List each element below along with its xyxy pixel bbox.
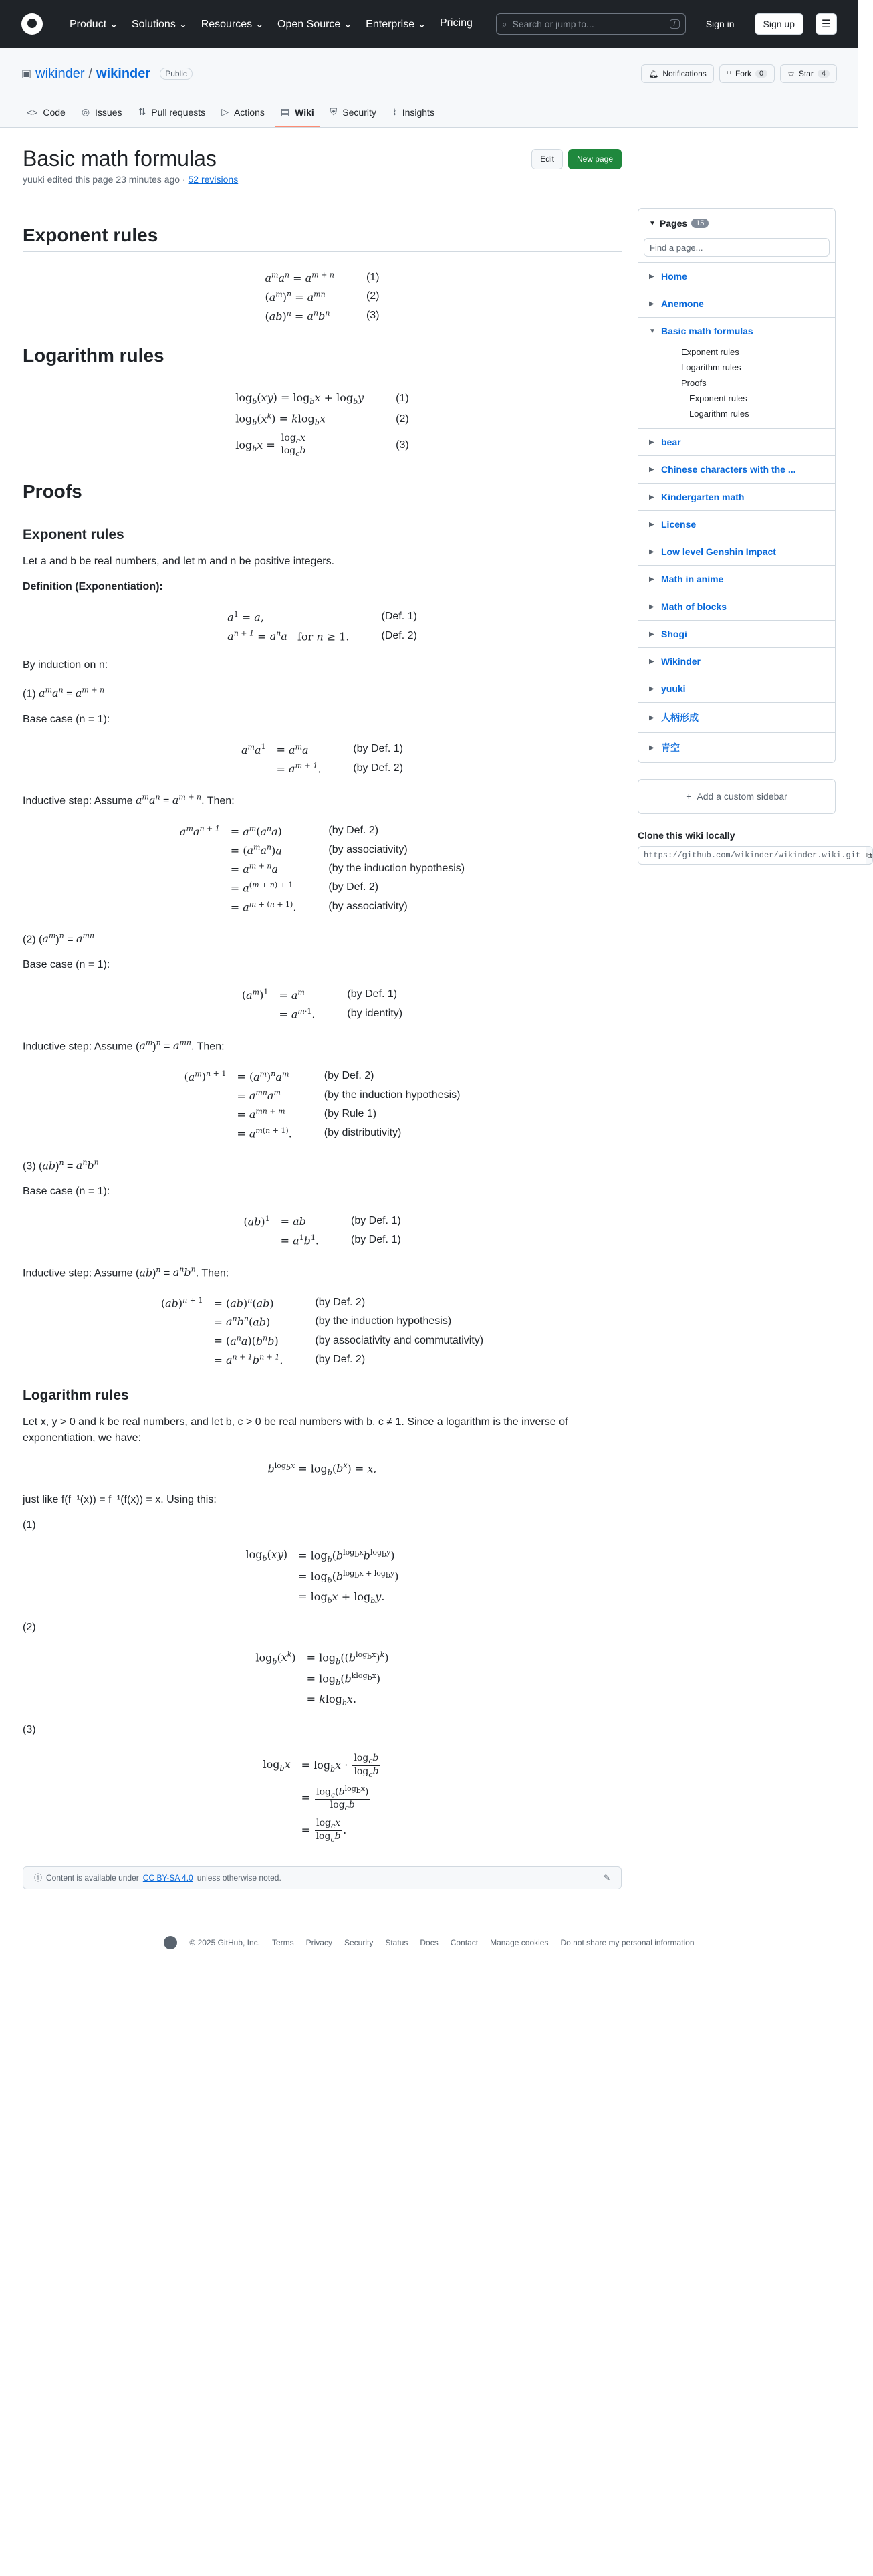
notifications-button[interactable]: 🔔︎ Notifications xyxy=(641,64,714,83)
sidebar-subitems xyxy=(638,344,835,428)
graph-icon: ⌇ xyxy=(392,106,397,117)
footer-link[interactable]: Security xyxy=(344,1937,374,1947)
sign-in-button[interactable]: Sign in xyxy=(705,19,735,29)
issue-icon: ◎ xyxy=(81,106,90,117)
license-link[interactable]: CC BY-SA 4.0 xyxy=(142,1872,193,1883)
add-custom-sidebar-button[interactable]: + Add a custom sidebar xyxy=(638,779,836,814)
sidebar-item-shogi[interactable]: ▶ Shogi xyxy=(638,620,835,647)
heading-proofs: Proofs xyxy=(23,481,622,508)
nav-open-source[interactable]: Open Source ⌄ xyxy=(277,19,353,30)
definition-label: Definition (Exponentiation): xyxy=(23,581,163,593)
sidebar-item-anemone[interactable]: ▶ Anemone xyxy=(638,290,835,317)
log-proof3-label: (3) xyxy=(23,1724,36,1736)
sidebar-subitem[interactable]: Exponent rules xyxy=(689,393,747,403)
repo-name-link[interactable]: wikinder xyxy=(96,66,151,81)
sidebar-item-aozora[interactable]: ▶ 青空 xyxy=(638,732,835,762)
footer-link[interactable]: Terms xyxy=(271,1937,294,1947)
footer-copyright: © 2025 GitHub, Inc. xyxy=(189,1937,260,1947)
copy-icon[interactable]: ⧉ xyxy=(866,846,873,865)
math-proof3-base: (ab)$^1$ = ab (by Def. 1) = $a^1b^1$. (by Def. 1) xyxy=(243,1214,401,1247)
tab-insights[interactable]: ⌇ Insights xyxy=(392,106,434,118)
footer-link[interactable]: Do not share my personal information xyxy=(560,1937,695,1947)
heading-proof-logarithm-rules: Logarithm rules xyxy=(23,1388,129,1404)
math-logarithm-rules: $\log_b(xy) = \log_bx + \log_by$ (1) $\log_b(x^k) = klog_bx$ (2) $\log_bx$ = $\frac{\log_cx}{\log_cb}$ (3) xyxy=(235,391,409,459)
pages-header[interactable]: ▼ Pages 15 xyxy=(638,209,835,238)
chevron-right-icon: ▶ xyxy=(649,272,654,280)
chevron-right-icon: ▶ xyxy=(649,520,654,528)
chevron-right-icon: ▶ xyxy=(649,300,654,308)
sign-up-button[interactable]: Sign up xyxy=(755,13,803,35)
tab-security[interactable]: ⛨ Security xyxy=(330,106,376,118)
fork-count: 0 xyxy=(755,70,767,78)
chevron-right-icon: ▶ xyxy=(649,685,654,693)
base-case-text: Base case (n = 1): xyxy=(23,959,110,971)
sidebar-subitem[interactable]: Proofs xyxy=(681,378,707,388)
tab-issues[interactable]: ◎ Issues xyxy=(81,106,122,118)
math-definition: $a^1 = a$, (Def. 1) $a^{n + 1} = a^na$ for n ≥ 1. (Def. 2) xyxy=(227,610,417,643)
site-footer xyxy=(0,1929,858,1956)
math-proof1-base: $a^ma^1$ = $a^ma$ (by Def. 1) = $a^{m + 1}$. (by Def. 2) xyxy=(241,742,403,775)
license-footer: ⓘ Content is available under CC BY-SA 4.0 unless otherwise noted. ✎ xyxy=(23,1866,622,1889)
repo-header xyxy=(0,48,858,128)
footer-link[interactable]: Contact xyxy=(450,1937,479,1947)
math-log-proof2: $\log_b(x^k)$ = $\log_b((b^{log_bx})^k)$ = $\log_b(b^{klog_bx})$ = klog$_b$x. xyxy=(255,1650,389,1708)
math-exponent-rules: $a^ma^n = a^{m + n}$ (1) $(a^m)^n = a^{mn}$ (2) $(ab)^n = a^nb^n$ (3) xyxy=(265,271,380,322)
sidebar-item-basic-math-formulas[interactable]: ▼ Basic math formulas xyxy=(638,317,835,344)
plus-icon: + xyxy=(686,791,692,802)
exp-intro-text: Let a and b be real numbers, and let m and n be positive integers. xyxy=(23,556,335,568)
sidebar-subitem[interactable]: Exponent rules xyxy=(681,347,739,357)
math-proof2-base: $(a^m)^1$ = $a^m$ (by Def. 1) = $a^{m\cdot 1}$. (by identity) xyxy=(241,988,403,1021)
chevron-right-icon: ▶ xyxy=(649,575,654,583)
pr-icon: ⇅ xyxy=(138,106,146,117)
sidebar-item-math-of-blocks[interactable]: ▶ Math of blocks xyxy=(638,593,835,620)
play-icon: ▷ xyxy=(221,106,229,117)
footer-link[interactable]: Status xyxy=(385,1937,408,1947)
shield-icon: ⛨ xyxy=(330,106,338,117)
proof2-label: (2) $(a^m)^n = a^{mn}$ xyxy=(23,931,95,946)
code-icon: <> xyxy=(27,107,38,118)
sidebar-item-chinese-characters[interactable]: ▶ Chinese characters with the ... xyxy=(638,455,835,483)
wiki-sidebar xyxy=(638,208,872,1889)
proof3-label: (3) $(ab)^n = a^nb^n$ xyxy=(23,1158,99,1172)
page-meta: yuuki edited this page 23 minutes ago · 52 revisions xyxy=(23,174,239,185)
sidebar-item-kindergarten-math[interactable]: ▶ Kindergarten math xyxy=(638,483,835,510)
star-count: 4 xyxy=(818,70,830,78)
log-proof1-label: (1) xyxy=(23,1519,36,1531)
chevron-right-icon: ▶ xyxy=(649,493,654,501)
new-page-button[interactable]: New page xyxy=(568,149,622,169)
sidebar-item-personality[interactable]: ▶ 人柄形成 xyxy=(638,702,835,732)
chevron-right-icon: ▶ xyxy=(649,603,654,611)
math-proof2-step: $(a^m)^{n + 1}$ = $(a^m)^na^m$ (by Def. 2) = $a^{mn}a^m$ (by the induction hypothesis) = $a^{mn + m}$ (by Rule 1) = $a^{m(n + 1)}$. (by distributivity) xyxy=(184,1069,461,1140)
induction-text: By induction on n: xyxy=(23,659,108,671)
sidebar-item-genshin[interactable]: ▶ Low level Genshin Impact xyxy=(638,538,835,565)
math-log-proof3: $\log_bx$ = $\log_bx$ · $\frac{\log_cb}{\log_cb}$ = $\frac{\log_c(b^{log_bx})}{\log_cb}$ = $\frac{\log_cx}{\log_cb}$ . xyxy=(263,1753,379,1844)
find-page-input[interactable]: Find a page... xyxy=(644,238,830,257)
repo-owner-link[interactable]: wikinder xyxy=(35,66,85,81)
tab-pull-requests[interactable]: ⇅ Pull requests xyxy=(138,106,206,118)
nav-product[interactable]: Product ⌄ xyxy=(70,19,118,30)
chevron-right-icon: ▶ xyxy=(649,630,654,638)
tab-wiki[interactable]: ▤ Wiki xyxy=(275,106,320,127)
chevron-right-icon: ▶ xyxy=(649,438,654,446)
math-proof3-step: (ab)$^{n + 1}$ = (ab)$^n$(ab) (by Def. 2) = $a^nb^n(ab)$ (by the induction hypothesis) = $(a^na)(b^nb)$ (by associativity and commutativity) = $a^{n + 1}b^{n + 1}$. (by Def. 2) xyxy=(160,1295,484,1367)
heading-logarithm-rules: Logarithm rules xyxy=(23,345,622,372)
tab-code[interactable]: <> Code xyxy=(27,107,66,118)
chevron-down-icon: ▼ xyxy=(649,327,656,335)
search-icon: ⌕ xyxy=(501,18,507,29)
bell-icon: 🔔︎ xyxy=(648,69,659,78)
wiki-content xyxy=(23,128,622,1889)
heading-proof-exponent-rules: Exponent rules xyxy=(23,527,124,543)
nav-enterprise[interactable]: Enterprise ⌄ xyxy=(366,19,426,30)
sidebar-item-math-in-anime[interactable]: ▶ Math in anime xyxy=(638,565,835,593)
clone-url-input[interactable]: https://github.com/wikinder/wikinder.wiki.git xyxy=(638,846,866,865)
repo-title: ▣ wikinder / wikinder Public xyxy=(21,66,193,82)
clone-heading: Clone this wiki locally xyxy=(638,830,735,841)
search-shortcut-hint: / xyxy=(670,19,680,29)
nav-solutions[interactable]: Solutions ⌄ xyxy=(132,19,188,30)
sidebar-item-license[interactable]: ▶ License xyxy=(638,510,835,538)
chevron-right-icon: ▶ xyxy=(649,714,654,722)
fork-icon: ⑂ xyxy=(726,69,731,78)
math-log-proof1: $\log_b(xy)$ = $\log_b(b^{log_bx}b^{log_by})$ = $\log_b(b^{log_bx + log_by})$ = $\log_bx + \log_by$. xyxy=(245,1547,399,1605)
proof1-label: (1) $a^ma^n = a^{m + n}$ xyxy=(23,685,105,700)
sidebar-item-bear[interactable]: ▶ bear xyxy=(638,428,835,455)
github-logo-icon[interactable] xyxy=(164,1936,177,1949)
wiki-page xyxy=(0,128,872,1889)
log-intro-text: Let x, y > 0 and k be real numbers, and let b, c > 0 be real numbers with b, c ≠ 1. Since a logarithm is the inverse of exponentiation, we have: xyxy=(23,1416,568,1444)
sidebar-item-home[interactable]: ▶ Home xyxy=(638,262,835,290)
base-case-text: Base case (n = 1): xyxy=(23,714,110,726)
chevron-right-icon: ▶ xyxy=(649,744,654,752)
chevron-right-icon: ▶ xyxy=(649,657,654,665)
visibility-badge: Public xyxy=(160,68,193,80)
page-title: Basic math formulas xyxy=(23,146,217,171)
sidebar-item-yuuki[interactable]: ▶ yuuki xyxy=(638,675,835,702)
star-button[interactable]: ☆ Star 4 xyxy=(780,64,837,83)
inductive-step-text: Inductive step: Assume $a^ma^n = a^{m + n}$. Then: xyxy=(23,792,235,807)
heading-exponent-rules: Exponent rules xyxy=(23,225,622,252)
sidebar-subitem[interactable]: Logarithm rules xyxy=(681,362,741,372)
pencil-icon[interactable]: ✎ xyxy=(603,1872,610,1883)
repo-tabs xyxy=(21,95,837,127)
github-logo-icon[interactable] xyxy=(21,13,43,35)
edit-button[interactable]: Edit xyxy=(531,149,563,169)
chevron-right-icon: ▶ xyxy=(649,465,654,473)
fork-button[interactable]: ⑂ Fork 0 xyxy=(719,64,775,83)
global-header xyxy=(0,0,858,48)
revisions-link[interactable]: 52 revisions xyxy=(188,174,239,185)
sidebar-subitem[interactable]: Logarithm rules xyxy=(689,409,749,419)
menu-icon[interactable]: ☰ xyxy=(816,13,837,35)
repo-icon: ▣ xyxy=(21,68,32,80)
math-proof1-step: $a^ma^{n + 1}$ = $a^m(a^na)$ (by Def. 2) = $(a^ma^n)a$ (by associativity) = $a^{m + n}a$ (by the induction hypothesis) = $a^{(m + n) + 1}$ (by Def. 2) = $a^{m + (n + 1)}$. (by associativity) xyxy=(179,824,465,914)
inductive-step-text: Inductive step: Assume $(a^m)^n = a^{mn}$. Then: xyxy=(23,1038,225,1053)
nav-resources[interactable]: Resources ⌄ xyxy=(201,19,265,30)
info-icon: ⓘ xyxy=(34,1873,43,1883)
nav-pricing[interactable]: Pricing xyxy=(439,17,473,29)
tab-actions[interactable]: ▷ Actions xyxy=(221,106,265,118)
chevron-right-icon: ▶ xyxy=(649,548,654,556)
inductive-step-text: Inductive step: Assume $(ab)^n = a^nb^n$. Then: xyxy=(23,1265,229,1279)
footer-link[interactable]: Docs xyxy=(420,1937,439,1947)
pages-count: 15 xyxy=(691,219,709,228)
star-icon: ☆ xyxy=(787,69,795,78)
just-like-text: just like f(f⁻¹(x)) = f⁻¹(f(x)) = x. Using this: xyxy=(23,1493,217,1505)
sidebar-item-wikinder[interactable]: ▶ Wikinder xyxy=(638,647,835,675)
log-proof2-label: (2) xyxy=(23,1621,36,1633)
footer-link[interactable]: Privacy xyxy=(305,1937,332,1947)
base-case-text: Base case (n = 1): xyxy=(23,1185,110,1197)
search-input[interactable]: ⌕ Search or jump to... / xyxy=(496,13,686,35)
footer-link[interactable]: Manage cookies xyxy=(490,1937,549,1947)
math-log-inverse: $b^{log_bx} = \log_b(b^x) = x$, xyxy=(267,1461,377,1477)
chevron-down-icon: ▼ xyxy=(649,219,656,227)
pages-box xyxy=(638,208,836,763)
global-nav xyxy=(70,17,473,31)
book-icon: ▤ xyxy=(280,106,290,117)
